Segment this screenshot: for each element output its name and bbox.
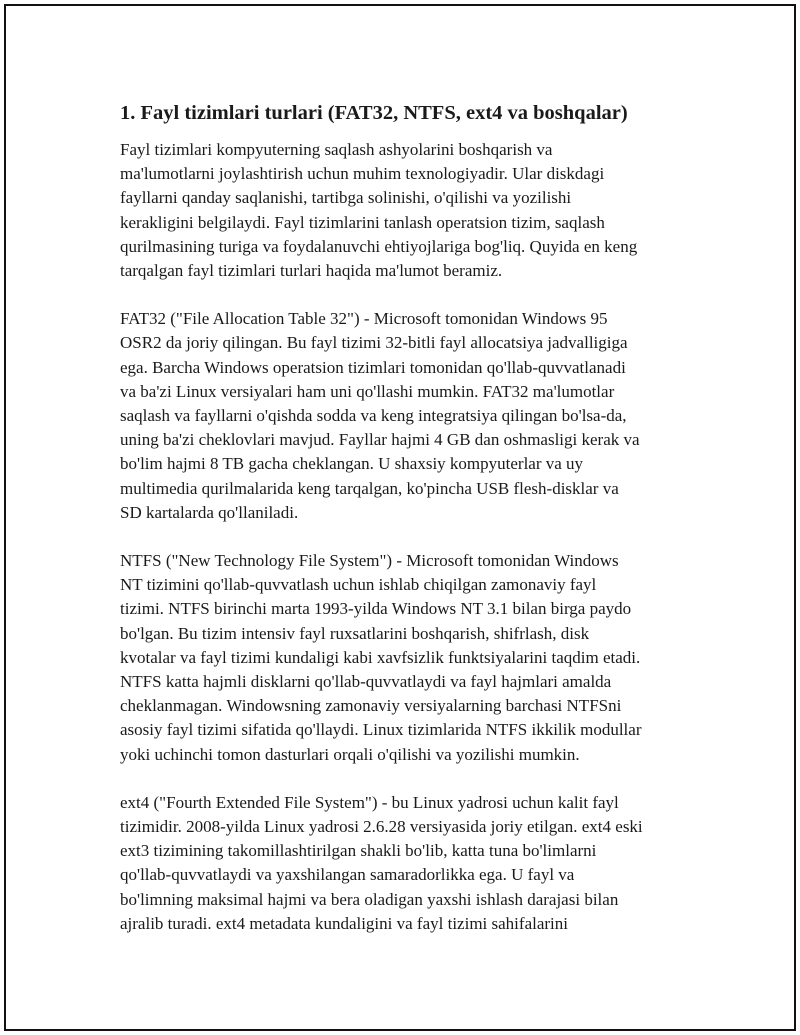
text-line: tarqalgan fayl tizimlari turlari haqida ma'lumot beramiz. <box>120 261 503 281</box>
text-line: cheklanmagan. Windowsning zamonaviy versiyalarning barchasi NTFSni <box>120 696 622 716</box>
text-line: SD kartalarda qo'llaniladi. <box>120 502 299 522</box>
paragraph-intro <box>120 138 692 283</box>
document-title: 1. Fayl tizimlari turlari (FAT32, NTFS, ext4 va boshqalar) <box>120 102 628 124</box>
text-line: multimedia qurilmalarida keng tarqalgan, ko'pincha USB flesh-disklar va <box>120 478 619 498</box>
page-frame <box>4 4 796 1031</box>
text-line: va ba'zi Linux versiyalari ham uni qo'llashi mumkin. FAT32 ma'lumotlar <box>120 381 615 401</box>
text-line: kerakligini belgilaydi. Fayl tizimlarini tanlash operatsion tizim, saqlash <box>120 212 605 232</box>
text-line: bo'limning maksimal hajmi va bera oladigan yaxshi ishlash darajasi bilan <box>120 889 619 909</box>
text-line: NT tizimini qo'llab-quvvatlash uchun ishlab chiqilgan zamonaviy fayl <box>120 575 597 595</box>
text-line: ega. Barcha Windows operatsion tizimlari tomonidan qo'llab-quvvatlanadi <box>120 357 626 377</box>
text-line: tizimidir. 2008-yilda Linux yadrosi 2.6.28 versiyasida joriy etilgan. ext4 eski <box>120 817 643 837</box>
document-body <box>120 99 692 936</box>
text-line: ajralib turadi. ext4 metadata kundaligini va fayl tizimi sahifalarini <box>120 913 568 933</box>
text-line: Fayl tizimlari kompyuterning saqlash ashyolarini boshqarish va <box>120 140 553 159</box>
text-line: NTFS katta hajmli disklarni qo'llab-quvvatlaydi va fayl hajmlari amalda <box>120 672 612 692</box>
text-line: ext3 tizimining takomillashtirilgan shakli bo'lib, katta tuna bo'limlarni <box>120 841 597 861</box>
text-line: FAT32 ("File Allocation Table 32") - Microsoft tomonidan Windows 95 <box>120 309 608 329</box>
text-line: qo'llab-quvvatlaydi va yaxshilangan samaradorlikka ega. U fayl va <box>120 865 575 885</box>
text-line: NTFS ("New Technology File System") - Microsoft tomonidan Windows <box>120 551 619 571</box>
text-line: kvotalar va fayl tizimi kundaligi kabi xavfsizlik funktsiyalarini taqdim etadi. <box>120 647 641 667</box>
text-line: bo'lim hajmi 8 TB gacha cheklangan. U shaxsiy kompyuterlar va uy <box>120 454 584 474</box>
text-line: qurilmasining turiga va foydalanuvchi ehtiyojlariga bog'liq. Quyida en keng <box>120 236 638 256</box>
text-line: saqlash va fayllarni o'qishda sodda va keng integratsiya qilingan bo'lsa-da, <box>120 406 627 426</box>
text-line: fayllarni qanday saqlanishi, tartibga solinishi, o'qilishi va yozilishi <box>120 188 572 208</box>
text-line: OSR2 da joriy qilingan. Bu fayl tizimi 32-bitli fayl allocatsiya jadvalligiga <box>120 333 628 353</box>
text-line: bo'lgan. Bu tizim intensiv fayl ruxsatlarini boshqarish, shifrlash, disk <box>120 623 590 643</box>
text-line: uning ba'zi cheklovlari mavjud. Fayllar hajmi 4 GB dan oshmasligi kerak va <box>120 430 640 450</box>
paragraph-fat32 <box>120 307 692 525</box>
paragraph-ext4 <box>120 791 692 936</box>
text-line: yoki uchinchi tomon dasturlari orqali o'qilishi va yozilishi mumkin. <box>120 744 580 764</box>
text-line: ma'lumotlarni joylashtirish uchun muhim texnologiyadir. Ular diskdagi <box>120 164 605 184</box>
text-line: ext4 ("Fourth Extended File System") - bu Linux yadrosi uchun kalit fayl <box>120 792 619 812</box>
text-line: tizimi. NTFS birinchi marta 1993-yilda Windows NT 3.1 bilan birga paydo <box>120 599 632 619</box>
text-line: asosiy fayl tizimi sifatida qo'llaydi. Linux tizimlarida NTFS ikkilik modullar <box>120 720 642 740</box>
paragraph-ntfs <box>120 549 692 767</box>
